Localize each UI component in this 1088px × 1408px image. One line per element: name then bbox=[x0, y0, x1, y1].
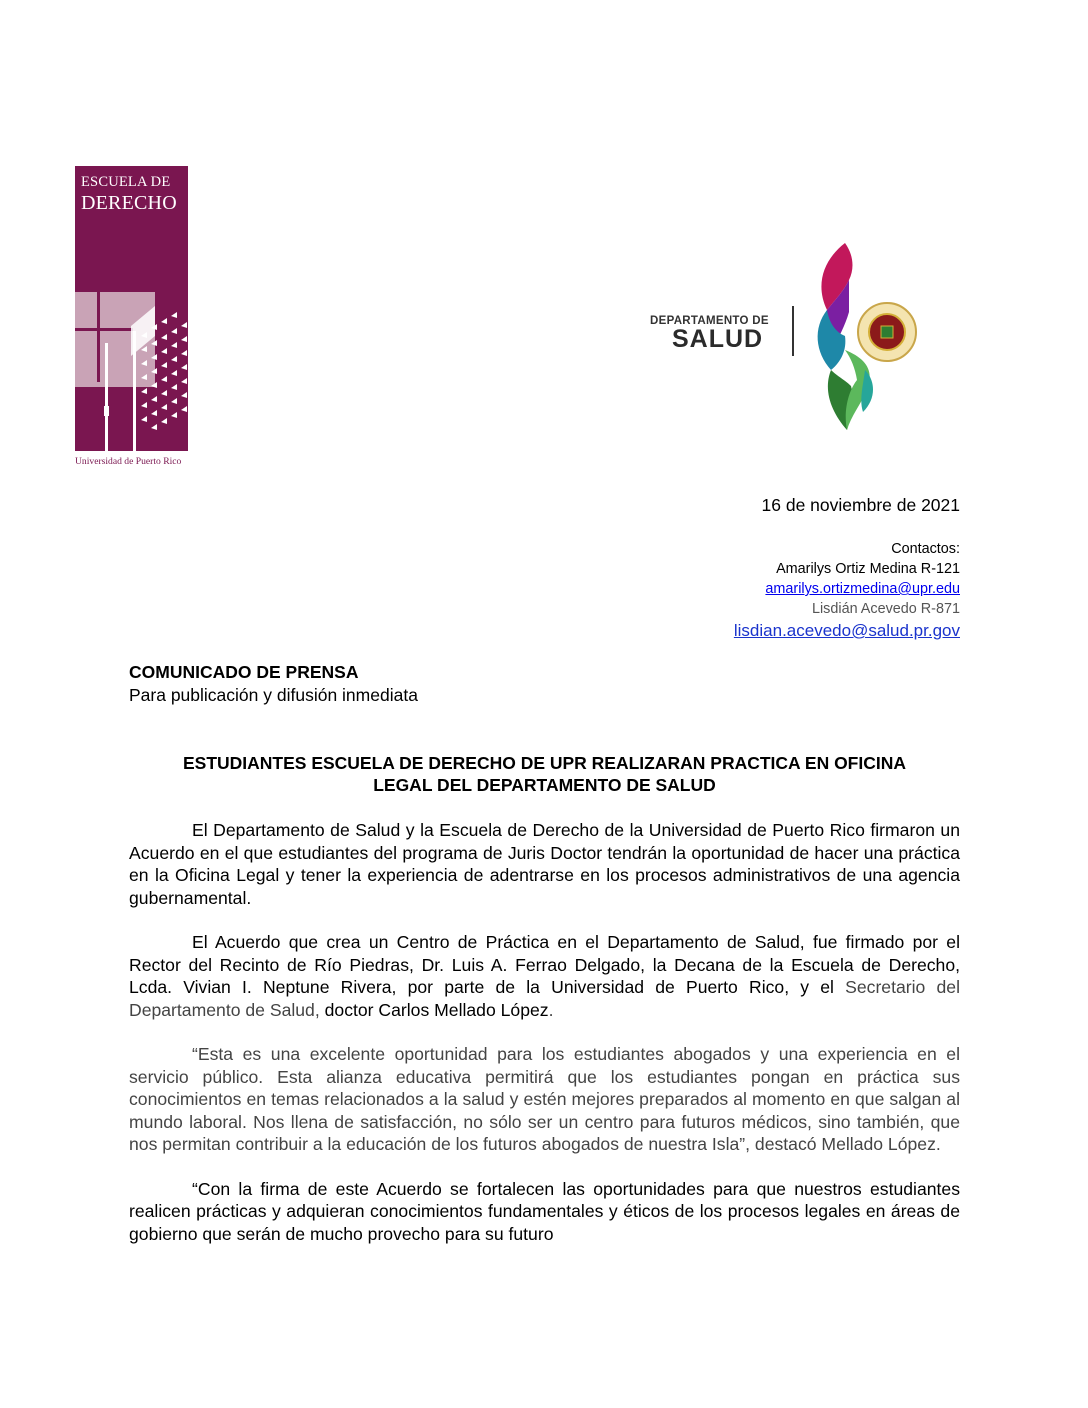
press-release-body bbox=[129, 819, 960, 1267]
departamento-salud-flame-emblem bbox=[805, 240, 920, 440]
departamento-salud-divider bbox=[792, 306, 794, 356]
body-paragraph-2 bbox=[129, 931, 960, 1021]
headline-line-2: LEGAL DEL DEPARTAMENTO DE SALUD bbox=[373, 775, 716, 795]
contact-name-2: Lisdián Acevedo R-871 bbox=[811, 601, 960, 617]
press-release-date: 16 de noviembre de 2021 bbox=[761, 495, 960, 515]
body-paragraph-4: “Con la firma de este Acuerdo se fortalecen las oportunidades para que nuestros estudiantes realicen prácticas y adquieran conocimientos fundamentales y éticos de los procesos legales en áreas de gobierno que serán de mucho provecho para su futuro bbox=[129, 1178, 960, 1244]
press-release-headline bbox=[129, 752, 960, 796]
escuela-derecho-logo bbox=[75, 166, 188, 468]
body-paragraph-2-part-b: Secretario del Departamento de Salud, bbox=[129, 977, 960, 1020]
contacts-block bbox=[734, 539, 960, 643]
press-release-heading-block bbox=[129, 661, 418, 707]
body-paragraph-2-part-c: doctor Carlos Mellado López bbox=[319, 999, 549, 1020]
contacts-label: Contactos: bbox=[891, 541, 960, 557]
escuela-derecho-title bbox=[81, 175, 185, 213]
escuela-derecho-logo-box bbox=[75, 166, 188, 451]
departamento-salud-label: DEPARTAMENTO DE bbox=[650, 315, 769, 327]
escuela-derecho-caption: Universidad de Puerto Rico bbox=[75, 456, 182, 467]
contact-name-1: Amarilys Ortiz Medina R-121 bbox=[776, 561, 960, 577]
body-paragraph-2-part-d: . bbox=[548, 999, 554, 1020]
body-paragraph-2-part-a: El Acuerdo que crea un Centro de Práctica en el Departamento de Salud, fue firmado por el Rector del Recinto de Río Piedras, Dr. Luis A. Ferrao Delgado, la Decana de la Escuela de Derecho, Lcda. Vivian I. Neptune Rivera, por parte de la Universidad de Puerto Rico, y el bbox=[129, 932, 960, 997]
escuela-derecho-title-line2: DERECHO bbox=[81, 191, 177, 214]
body-paragraph-3: “Esta es una excelente oportunidad para los estudiantes abogados y una experiencia en el servicio público. Esta alianza educativa permitirá que los estudiantes pongan en práctica sus conocimientos en temas relacionados a la salud y estén mejores preparados al momento en que salgan al mundo laboral. Nos llena de satisfacción, no sólo ser un centro para futuros médicos, sino también, que nos permitan contribuir a la educación de los futuros abogados de nuestra Isla”, destacó Mellado López. bbox=[129, 1044, 960, 1154]
headline-line-1: ESTUDIANTES ESCUELA DE DERECHO DE UPR REALIZARAN PRACTICA EN OFICINA bbox=[182, 753, 907, 773]
body-paragraph-1: El Departamento de Salud y la Escuela de Derecho de la Universidad de Puerto Rico firmaron un Acuerdo en el que estudiantes del programa de Juris Doctor tendrán la oportunidad de hacer una práctica en la Oficina Legal y tener la experiencia de adentrarse en los procesos administrativos de una agencia gubernamental. bbox=[129, 820, 960, 908]
departamento-salud-name: SALUD bbox=[672, 325, 764, 353]
escuela-derecho-title-line1: ESCUELA DE bbox=[81, 174, 171, 190]
contact-email-1-link[interactable]: amarilys.ortizmedina@upr.edu bbox=[765, 581, 960, 597]
contact-email-2-link[interactable]: lisdian.acevedo@salud.pr.gov bbox=[733, 621, 960, 640]
press-release-heading: COMUNICADO DE PRENSA bbox=[129, 662, 359, 682]
departamento-salud-logo bbox=[645, 240, 925, 440]
press-release-subheading: Para publicación y difusión inmediata bbox=[129, 685, 418, 705]
